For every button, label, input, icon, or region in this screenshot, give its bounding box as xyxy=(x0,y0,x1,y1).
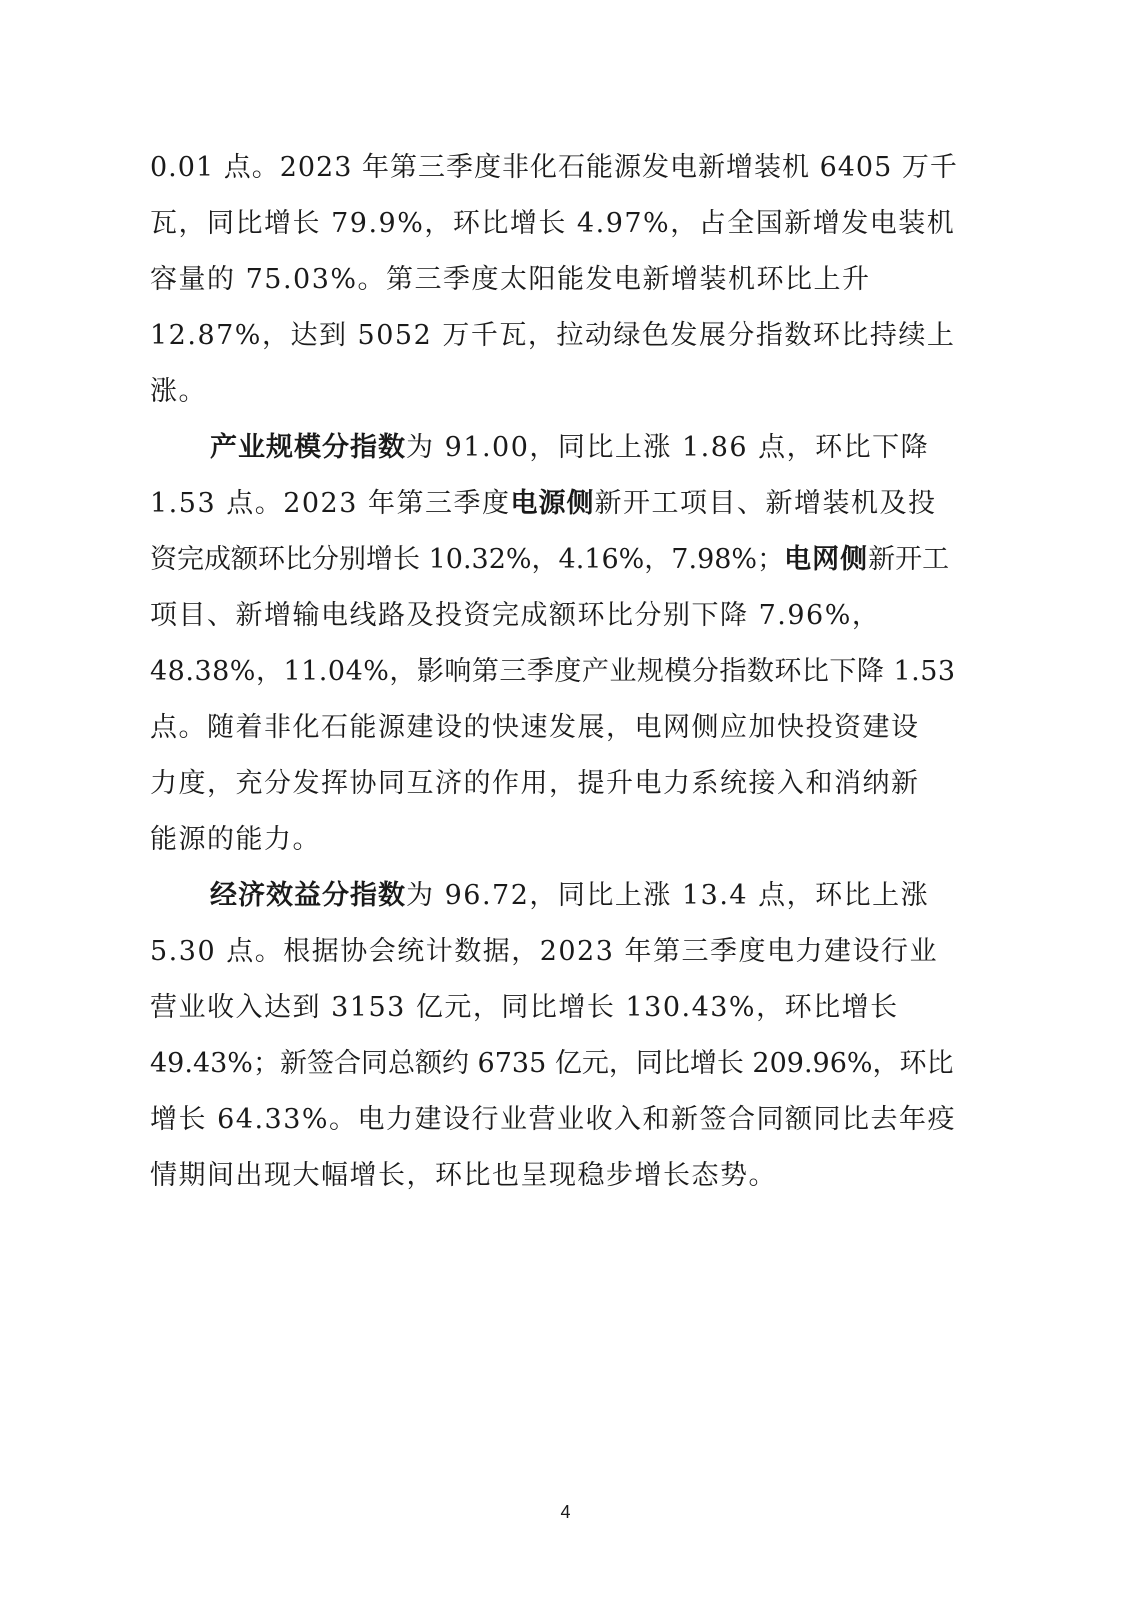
paragraph-line: 增长 64.33%。电力建设行业营业收入和新签合同额同比去年疫 xyxy=(150,1104,957,1135)
paragraph-line: 营业收入达到 3153 亿元，同比增长 130.43%，环比增长 xyxy=(150,992,899,1023)
paragraph-line xyxy=(210,428,929,468)
paragraph-line: 情期间出现大幅增长，环比也呈现稳步增长态势。 xyxy=(150,1160,777,1191)
paragraph-line: 项目、新增输电线路及投资完成额环比分别下降 7.96%， xyxy=(150,600,881,631)
paragraph-text: 新开工 xyxy=(868,544,950,575)
paragraph-line xyxy=(210,876,929,916)
keyword-power-source-side: 电源侧 xyxy=(510,488,595,519)
paragraph-text: 新开工项目、新增装机及投 xyxy=(594,488,937,519)
page-number: 4 xyxy=(560,1502,571,1522)
paragraph-line: 瓦，同比增长 79.9%，环比增长 4.97%，占全国新增发电装机 xyxy=(150,208,956,239)
paragraph-line: 5.30 点。根据协会统计数据，2023 年第三季度电力建设行业 xyxy=(150,936,938,967)
paragraph-line: 容量的 75.03%。第三季度太阳能发电新增装机环比上升 xyxy=(150,264,871,295)
paragraph-line: 49.43%；新签合同总额约 6735 亿元，同比增长 209.96%，环比 xyxy=(150,1048,954,1079)
keyword-grid-side: 电网侧 xyxy=(784,544,869,575)
section-heading: 经济效益分指数 xyxy=(210,880,406,911)
paragraph-line: 点。随着非化石能源建设的快速发展，电网侧应加快投资建设 xyxy=(150,712,920,743)
paragraph-line: 涨。 xyxy=(150,376,207,407)
paragraph-text: 为 91.00，同比上涨 1.86 点，环比下降 xyxy=(406,432,930,463)
paragraph-line: 12.87%，达到 5052 万千瓦，拉动绿色发展分指数环比持续上 xyxy=(150,320,956,351)
paragraph-line: 48.38%，11.04%，影响第三季度产业规模分指数环比下降 1.53 xyxy=(150,656,956,687)
paragraph-text: 为 96.72，同比上涨 13.4 点，环比上涨 xyxy=(406,880,930,911)
paragraph-line: 能源的能力。 xyxy=(150,824,321,855)
paragraph-text: 资完成额环比分别增长 10.32%，4.16%，7.98%； xyxy=(150,544,785,575)
paragraph-line xyxy=(150,484,937,524)
section-heading: 产业规模分指数 xyxy=(210,432,406,463)
paragraph-line xyxy=(150,540,949,580)
paragraph-line: 力度，充分发挥协同互济的作用，提升电力系统接入和消纳新 xyxy=(150,768,920,799)
paragraph-text: 1.53 点。2023 年第三季度 xyxy=(150,488,511,519)
paragraph-line: 0.01 点。2023 年第三季度非化石能源发电新增装机 6405 万千 xyxy=(150,152,958,183)
